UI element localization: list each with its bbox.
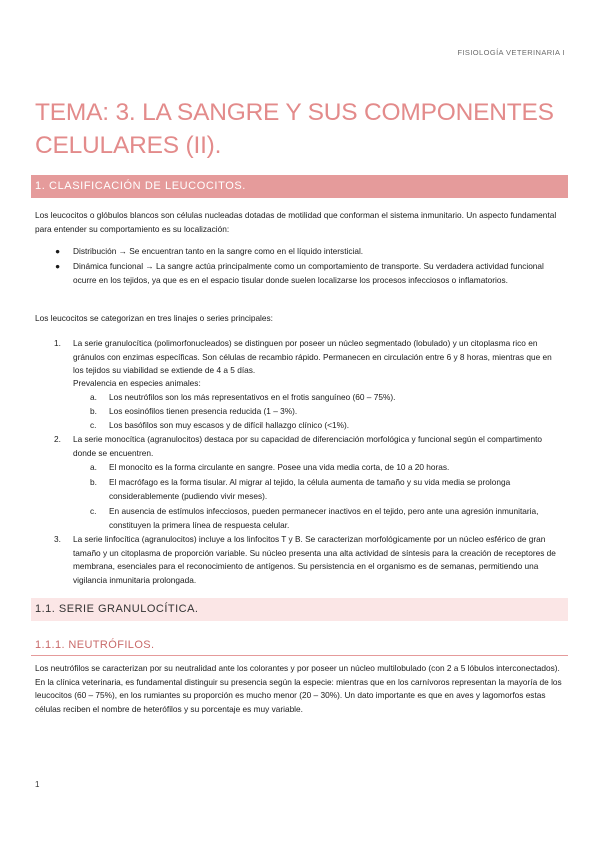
bullet-icon: ● <box>55 246 61 256</box>
list-letter: a. <box>90 392 97 402</box>
list-letter: c. <box>90 420 97 430</box>
series-extra: Prevalencia en especies animales: <box>73 378 201 388</box>
list-letter: a. <box>90 462 97 472</box>
neutrophils-paragraph: Los neutrófilos se caracterizan por su neutralidad ante los colorantes y por poseer un núcleo multilobulado (con 2 a 5 lóbulos interconectados). En la clínica veterinaria, es fundamental distinguir su presencia según la especie: mientras que en los carnívoros representan la mayoría de los leucocitos (60 – 75%), en los rumiantes su proporción es mucho menor (20 – 30%). Un dato importante es que en aves y lagomorfos estas células reciben el nombre de heterófilos y su porcentaje es muy variable. <box>35 663 562 714</box>
list-letter: b. <box>90 406 97 416</box>
bullet-item: Distribución → Se encuentran tanto en la sangre como en el líquido intersticial. <box>73 246 364 256</box>
list-letter: c. <box>90 506 97 516</box>
list-item: El macrófago es la forma tisular. Al migrar al tejido, la célula aumenta de tamaño y su vida media se prolonga considerablemente (pudiendo vivir meses). <box>109 477 511 501</box>
page-title: TEMA: 3. LA SANGRE Y SUS COMPONENTES CELULARES (II). <box>35 99 554 159</box>
subsubsection-heading: 1.1.1. NEUTRÓFILOS. <box>31 634 568 656</box>
series-text: La serie granulocítica (polimorfonucleados) se distinguen por poseer un núcleo segmentado (lobulado) y un citoplasma rico en gránulos con enzimas específicas. Son células de recambio rápido. Permanecen en circulación entre 6 y 8 horas, mientras que en los tejidos su viabilidad se extiende de 4 a 5 días. <box>73 338 552 375</box>
bullet-icon: ● <box>55 261 61 271</box>
running-header: FISIOLOGÍA VETERINARIA I <box>457 48 565 57</box>
list-number: 1. <box>54 338 61 348</box>
list-item: Los eosinófilos tienen presencia reducida (1 – 3%). <box>109 406 298 416</box>
list-number: 3. <box>54 534 61 544</box>
section-heading: 1. CLASIFICACIÓN DE LEUCOCITOS. <box>31 175 568 198</box>
list-item: El monocito es la forma circulante en sangre. Posee una vida media corta, de 10 a 20 horas. <box>109 462 450 472</box>
series-text: La serie linfocítica (agranulocitos) incluye a los linfocitos T y B. Se caracterizan morfológicamente por un núcleo esférico de gran tamaño y un citoplasma de proporción variable. Su núcleo presenta una alta actividad de síntesis para la creación de receptores de membrana, esenciales para el reconocimiento de antígenos. Su persistencia en el organismo es de semanas, permitiendo una vigilancia inmunitaria prolongada. <box>73 534 556 585</box>
page-number: 1 <box>35 780 40 789</box>
intro-paragraph: Los leucocitos o glóbulos blancos son células nucleadas dotadas de motilidad que conforman el sistema inmunitario. Un aspecto fundamental para entender su comportamiento es su localización: <box>35 210 557 234</box>
list-item: Los basófilos son muy escasos y de difícil hallazgo clínico (<1%). <box>109 420 350 430</box>
list-item: Los neutrófilos son los más representativos en el frotis sanguíneo (60 – 75%). <box>109 392 396 402</box>
list-number: 2. <box>54 434 61 444</box>
series-intro: Los leucocitos se categorizan en tres linajes o series principales: <box>35 313 273 323</box>
subsection-heading: 1.1. SERIE GRANULOCÍTICA. <box>31 598 568 621</box>
bullet-item: Dinámica funcional → La sangre actúa principalmente como un comportamiento de transporte. Su verdadera actividad funcional ocurre en los tejidos, ya que es en el espacio tisular donde suelen localizarse los procesos infecciosos o inflamatorios. <box>73 261 544 285</box>
list-item: En ausencia de estímulos infecciosos, pueden permanecer inactivos en el tejido, pero ante una agresión inmunitaria, constituyen la primera línea de respuesta celular. <box>109 506 539 530</box>
list-letter: b. <box>90 477 97 487</box>
series-text: La serie monocítica (agranulocitos) destaca por su capacidad de diferenciación morfológica y funcional según el compartimento donde se encuentren. <box>73 434 543 458</box>
